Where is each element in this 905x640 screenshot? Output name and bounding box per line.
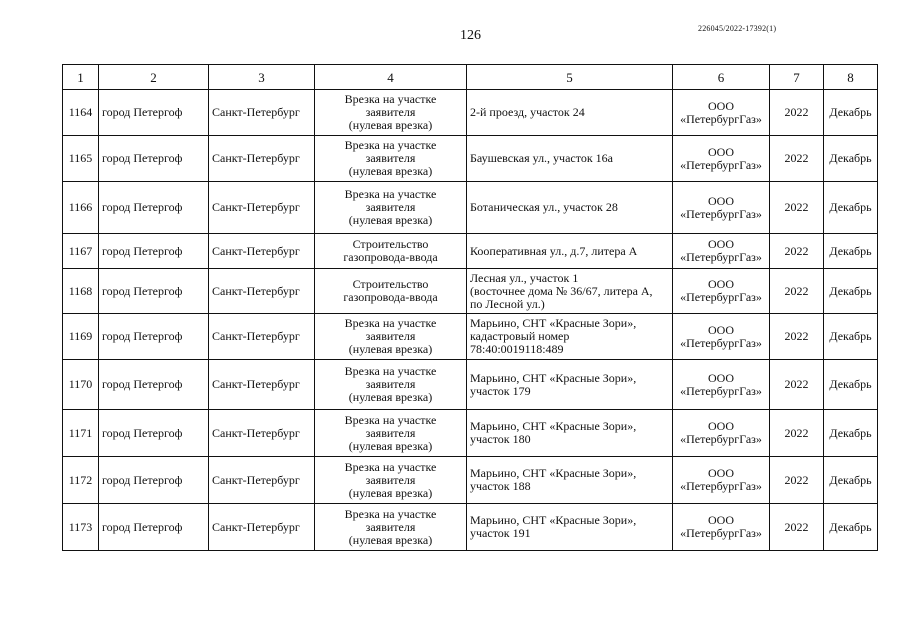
table-header-row: [63, 65, 878, 90]
document-id: 226045/2022-17392(1): [698, 24, 777, 33]
column-header: 4: [315, 65, 467, 90]
row-number: 1169: [63, 314, 99, 360]
row-address: Кооперативная ул., д.7, литера А: [467, 234, 673, 269]
row-city: город Петергоф: [99, 314, 209, 360]
column-header: 2: [99, 65, 209, 90]
page-number: 126: [460, 28, 481, 43]
row-work-type: Врезка на участке заявителя (нулевая врезка): [315, 182, 467, 234]
row-number: 1168: [63, 269, 99, 314]
row-work-type: Врезка на участке заявителя (нулевая врезка): [315, 360, 467, 410]
row-city: город Петергоф: [99, 90, 209, 136]
gas-connection-table: [62, 64, 878, 551]
row-month: Декабрь: [824, 410, 878, 457]
row-month: Декабрь: [824, 504, 878, 551]
row-city: город Петергоф: [99, 269, 209, 314]
row-city: город Петергоф: [99, 457, 209, 504]
table-row: [63, 360, 878, 410]
row-work-type: Строительство газопровода-ввода: [315, 234, 467, 269]
table-row: [63, 504, 878, 551]
row-work-type: Врезка на участке заявителя (нулевая врезка): [315, 410, 467, 457]
row-address: Ботаническая ул., участок 28: [467, 182, 673, 234]
table-row: [63, 314, 878, 360]
row-year: 2022: [770, 457, 824, 504]
row-number: 1172: [63, 457, 99, 504]
row-month: Декабрь: [824, 269, 878, 314]
row-month: Декабрь: [824, 136, 878, 182]
row-year: 2022: [770, 410, 824, 457]
row-number: 1173: [63, 504, 99, 551]
row-year: 2022: [770, 504, 824, 551]
row-city: город Петергоф: [99, 410, 209, 457]
row-number: 1170: [63, 360, 99, 410]
table-row: [63, 90, 878, 136]
row-region: Санкт-Петербург: [209, 269, 315, 314]
row-month: Декабрь: [824, 182, 878, 234]
column-header: 8: [824, 65, 878, 90]
row-address: Марьино, СНТ «Красные Зори», участок 179: [467, 360, 673, 410]
row-organization: ООО «ПетербургГаз»: [673, 182, 770, 234]
row-work-type: Врезка на участке заявителя (нулевая врезка): [315, 314, 467, 360]
column-header: 7: [770, 65, 824, 90]
table-row: [63, 182, 878, 234]
row-organization: ООО «ПетербургГаз»: [673, 504, 770, 551]
row-year: 2022: [770, 269, 824, 314]
column-header: 5: [467, 65, 673, 90]
row-city: город Петергоф: [99, 234, 209, 269]
row-region: Санкт-Петербург: [209, 182, 315, 234]
row-number: 1164: [63, 90, 99, 136]
row-month: Декабрь: [824, 314, 878, 360]
table-row: [63, 457, 878, 504]
row-organization: ООО «ПетербургГаз»: [673, 234, 770, 269]
row-number: 1167: [63, 234, 99, 269]
row-number: 1165: [63, 136, 99, 182]
row-region: Санкт-Петербург: [209, 504, 315, 551]
row-month: Декабрь: [824, 457, 878, 504]
row-work-type: Врезка на участке заявителя (нулевая врезка): [315, 457, 467, 504]
row-region: Санкт-Петербург: [209, 136, 315, 182]
row-organization: ООО «ПетербургГаз»: [673, 90, 770, 136]
row-region: Санкт-Петербург: [209, 90, 315, 136]
row-organization: ООО «ПетербургГаз»: [673, 314, 770, 360]
row-address: Марьино, СНТ «Красные Зори», участок 180: [467, 410, 673, 457]
row-month: Декабрь: [824, 360, 878, 410]
table-row: [63, 234, 878, 269]
row-region: Санкт-Петербург: [209, 360, 315, 410]
column-header: 1: [63, 65, 99, 90]
row-region: Санкт-Петербург: [209, 457, 315, 504]
row-city: город Петергоф: [99, 360, 209, 410]
column-header: 6: [673, 65, 770, 90]
row-address: Марьино, СНТ «Красные Зори», кадастровый номер 78:40:0019118:489: [467, 314, 673, 360]
row-work-type: Врезка на участке заявителя (нулевая врезка): [315, 90, 467, 136]
row-organization: ООО «ПетербургГаз»: [673, 136, 770, 182]
row-month: Декабрь: [824, 234, 878, 269]
row-number: 1171: [63, 410, 99, 457]
row-year: 2022: [770, 136, 824, 182]
row-region: Санкт-Петербург: [209, 410, 315, 457]
row-city: город Петергоф: [99, 504, 209, 551]
row-organization: ООО «ПетербургГаз»: [673, 410, 770, 457]
row-address: Марьино, СНТ «Красные Зори», участок 191: [467, 504, 673, 551]
row-organization: ООО «ПетербургГаз»: [673, 360, 770, 410]
row-number: 1166: [63, 182, 99, 234]
row-address: Баушевская ул., участок 16а: [467, 136, 673, 182]
row-year: 2022: [770, 90, 824, 136]
row-organization: ООО «ПетербургГаз»: [673, 269, 770, 314]
row-work-type: Врезка на участке заявителя (нулевая врезка): [315, 136, 467, 182]
row-work-type: Врезка на участке заявителя (нулевая врезка): [315, 504, 467, 551]
row-city: город Петергоф: [99, 182, 209, 234]
row-address: 2-й проезд, участок 24: [467, 90, 673, 136]
row-month: Декабрь: [824, 90, 878, 136]
table-row: [63, 269, 878, 314]
row-organization: ООО «ПетербургГаз»: [673, 457, 770, 504]
table-row: [63, 136, 878, 182]
row-address: Лесная ул., участок 1 (восточнее дома № 36/67, литера А, по Лесной ул.): [467, 269, 673, 314]
row-region: Санкт-Петербург: [209, 234, 315, 269]
row-year: 2022: [770, 182, 824, 234]
row-year: 2022: [770, 234, 824, 269]
row-year: 2022: [770, 360, 824, 410]
row-address: Марьино, СНТ «Красные Зори», участок 188: [467, 457, 673, 504]
row-work-type: Строительство газопровода-ввода: [315, 269, 467, 314]
row-region: Санкт-Петербург: [209, 314, 315, 360]
table-row: [63, 410, 878, 457]
column-header: 3: [209, 65, 315, 90]
row-year: 2022: [770, 314, 824, 360]
row-city: город Петергоф: [99, 136, 209, 182]
